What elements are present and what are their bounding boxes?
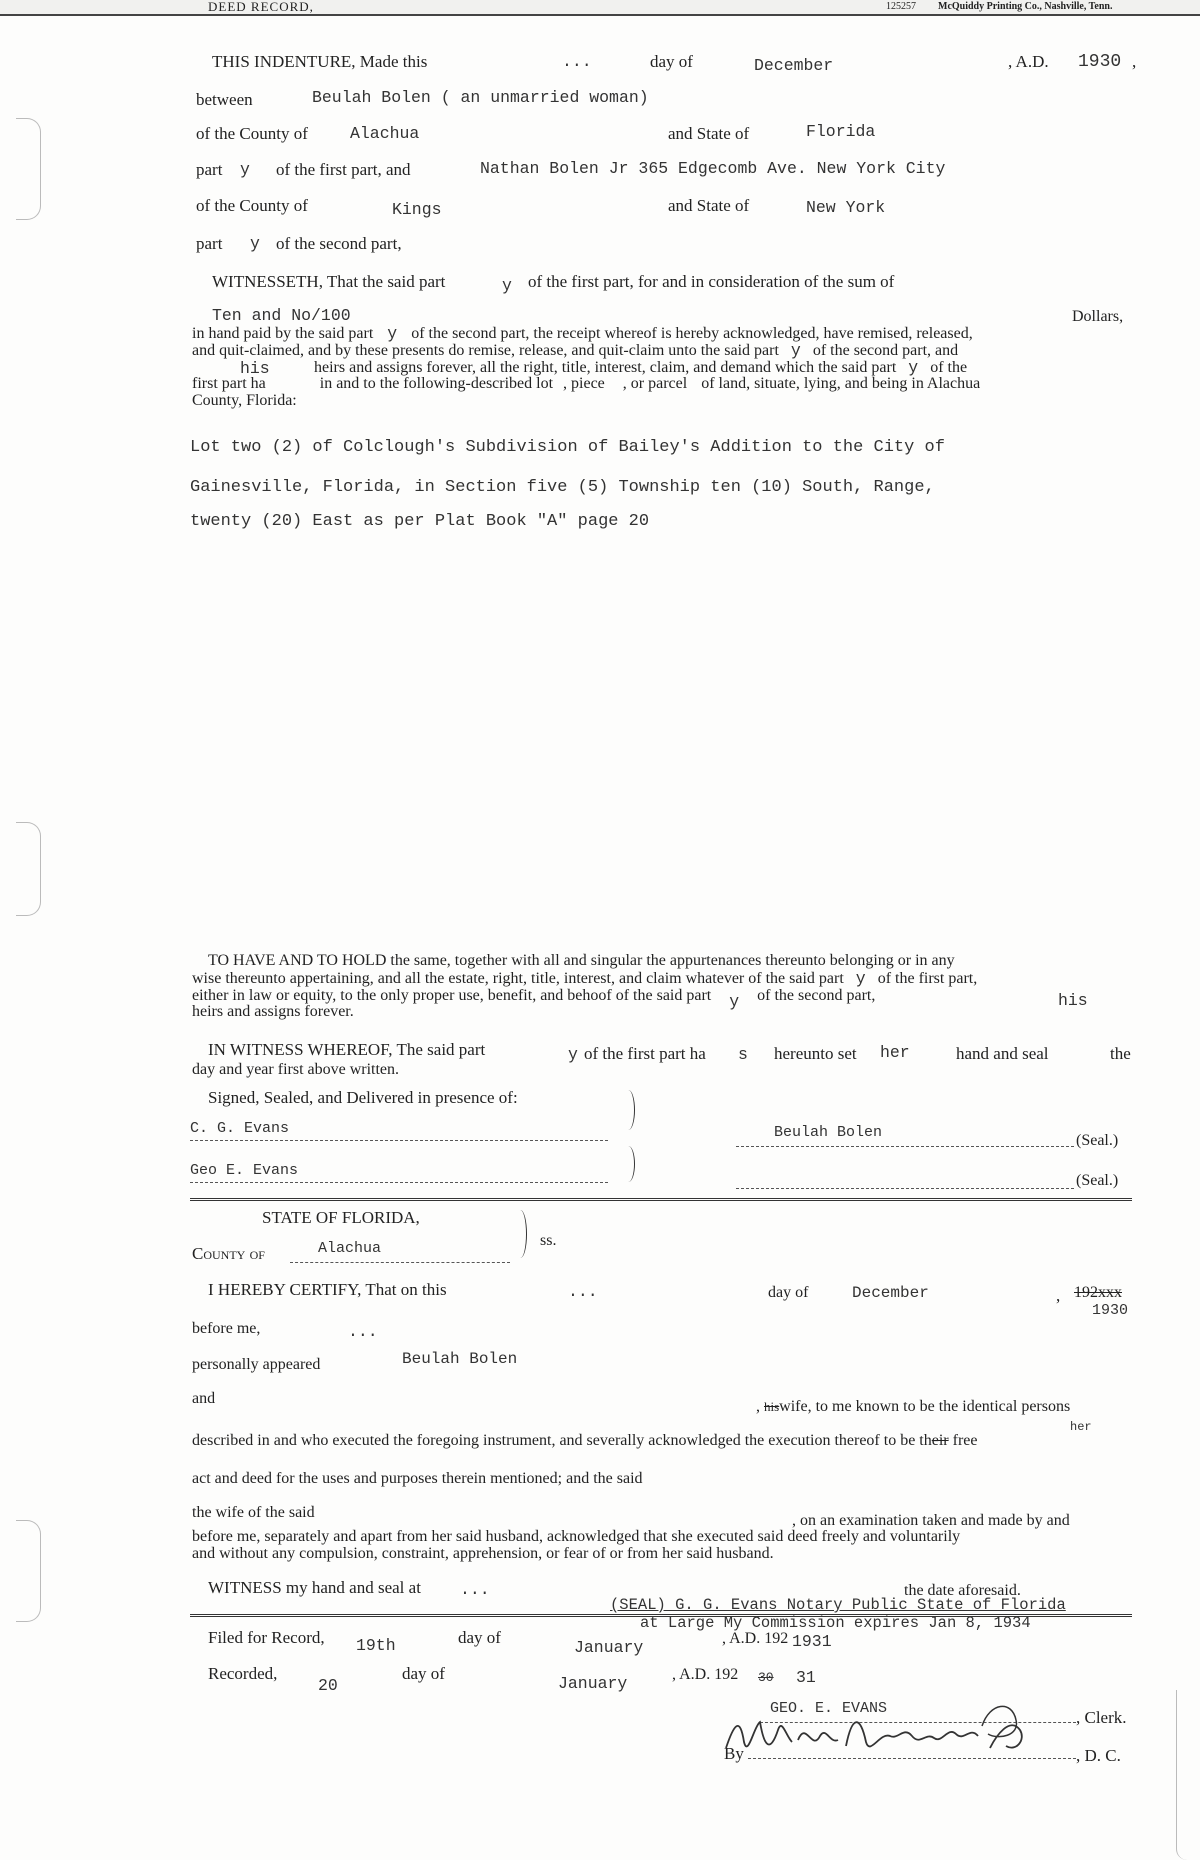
- filed-year: 1931: [792, 1632, 832, 1651]
- ack-state: STATE OF FLORIDA,: [262, 1208, 420, 1227]
- first-part-and: of the first part, and: [276, 160, 411, 179]
- before-me-officer: ...: [348, 1322, 378, 1341]
- granting-line-4-end: of land, situate, lying, and being in Alachua: [701, 375, 981, 392]
- venue-bracket: [514, 1210, 527, 1258]
- witnesseth-start: WITNESSETH, That the said part: [212, 272, 446, 291]
- granting-line-1-end: of the second part, the receipt whereof is hereby acknowledged, have remised, released,: [411, 325, 973, 342]
- habendum-line-2-suffix: y: [855, 969, 866, 988]
- commission-line: at Large My Commission expires Jan 8, 1934: [640, 1614, 1031, 1632]
- recorded-year-struck: 30: [758, 1670, 774, 1685]
- testimonium-the: the: [1110, 1044, 1131, 1063]
- certify-day: ...: [568, 1282, 598, 1301]
- appeared-label: personally appeared: [192, 1356, 321, 1373]
- wife-of-label: the wife of the said: [192, 1504, 315, 1521]
- by-label: By: [724, 1744, 744, 1763]
- granting-line-4-text: first part ha: [192, 375, 266, 392]
- notary-line: (SEAL) G. G. Evans Notary Public State of Florida: [610, 1596, 1066, 1614]
- certify-day-of: day of: [768, 1284, 809, 1301]
- county-label-2: of the County of: [196, 196, 308, 215]
- recorded-day-of: day of: [402, 1664, 445, 1683]
- granting-line-2-end: of the second part, and: [812, 342, 959, 359]
- filed-label: Filed for Record,: [208, 1628, 325, 1647]
- witness-1-name: C. G. Evans: [190, 1120, 290, 1137]
- recorded-month: January: [558, 1674, 628, 1693]
- recorded-label: Recorded,: [208, 1664, 278, 1683]
- habendum-his: his: [1058, 991, 1088, 1010]
- witnesseth-end: of the first part, for and in consideration of the sum of: [528, 272, 895, 291]
- testimonium-suffix: y: [568, 1045, 578, 1064]
- date-aforesaid: the date aforesaid.: [904, 1582, 1021, 1599]
- deputy-clerk-signature: [720, 1696, 1060, 1776]
- second-party: Nathan Bolen Jr 365 Edgecomb Ave. New York City: [480, 159, 946, 178]
- form-number: 125257: [886, 1, 916, 12]
- habendum-line-4: heirs and assigns forever.: [192, 1003, 354, 1020]
- clerk-name: GEO. E. EVANS: [770, 1700, 888, 1717]
- legal-line-1: Lot two (2) of Colclough's Subdivision of Bailey's Addition to the City of: [190, 438, 945, 457]
- deed-record-label: DEED RECORD,: [208, 0, 314, 14]
- clerk-label: , Clerk.: [1076, 1708, 1127, 1727]
- her-insert: her: [1070, 1420, 1092, 1434]
- testimonium-hand: hand and seal: [956, 1044, 1049, 1063]
- granting-line-3-suffix: y: [908, 358, 919, 377]
- granting-line-4-piece: , piece: [563, 375, 605, 392]
- second-part-label: of the second part,: [276, 234, 402, 253]
- indenture-intro: THIS INDENTURE, Made this: [212, 52, 428, 71]
- binder-hole-middle: [16, 822, 41, 916]
- witness-bracket-top: [622, 1090, 635, 1130]
- filed-month: January: [574, 1638, 644, 1657]
- binder-hole-bottom: [16, 1520, 41, 1622]
- free-label: free: [952, 1432, 978, 1449]
- state-label-2: and State of: [668, 196, 750, 215]
- granting-line-4-parcel: , or parcel: [622, 375, 688, 392]
- granting-line-5: County, Florida:: [192, 392, 297, 409]
- second-state: New York: [806, 198, 886, 217]
- habendum-line-2-end: of the first part,: [877, 970, 978, 987]
- filed-day-of: day of: [458, 1628, 501, 1647]
- county-label-1: of the County of: [196, 124, 308, 143]
- granting-line-1-text: in hand paid by the said part: [192, 325, 374, 342]
- granting-line-3-text: heirs and assigns forever, all the right, title, interest, claim, and demand which the said part: [314, 359, 897, 376]
- section-rule-1: [190, 1198, 1132, 1201]
- granting-line-4-mid: in and to the following-described lot: [319, 375, 554, 392]
- day-of-label: day of: [650, 52, 693, 71]
- habendum-line-2-text: wise thereunto appertaining, and all the estate, right, title, interest, and claim whatever of the said part: [192, 970, 844, 987]
- certify-year: 1930: [1092, 1302, 1129, 1319]
- binder-hole-top: [16, 118, 41, 220]
- state-label-1: and State of: [668, 124, 750, 143]
- witness-place: ...: [460, 1580, 490, 1599]
- appeared-name: Beulah Bolen: [402, 1350, 518, 1368]
- page-corner-curl: [1176, 1690, 1187, 1860]
- testimonium-start: IN WITNESS WHEREOF, The said part: [208, 1040, 486, 1059]
- habendum-line-3-suffix: y: [729, 992, 740, 1011]
- witness-hand-seal: WITNESS my hand and seal at: [208, 1578, 421, 1597]
- testimonium-mid: of the first part ha: [584, 1044, 706, 1063]
- certify-year-comma: ,: [1056, 1286, 1061, 1305]
- testimonium-line-2: day and year first above written.: [192, 1061, 400, 1078]
- indenture-year: 1930: [1078, 52, 1122, 72]
- testimonium-her: her: [880, 1043, 910, 1062]
- certify-month: December: [852, 1284, 929, 1302]
- indenture-month: December: [754, 56, 834, 75]
- part-label-2: part: [196, 234, 223, 253]
- testimonium-set: hereunto set: [774, 1044, 857, 1063]
- legal-line-3: twenty (20) East as per Plat Book "A" page 20: [190, 512, 650, 531]
- wife-struck: his: [764, 1399, 780, 1414]
- before-me-label: before me,: [192, 1320, 261, 1337]
- filed-day: 19th: [356, 1636, 396, 1655]
- certify-year-struck: 192xxx: [1074, 1284, 1122, 1301]
- habendum-line-1: TO HAVE AND TO HOLD the same, together with all and singular the appurtenances thereunto belonging or in any: [208, 952, 955, 969]
- printer-imprint: McQuiddy Printing Co., Nashville, Tenn.: [938, 1, 1113, 12]
- exam-line-2: before me, separately and apart from her said husband, acknowledged that she executed said deed freely and voluntarily: [192, 1528, 961, 1545]
- exam-line-3: and without any compulsion, constraint, apprehension, or fear of or from her said husband.: [192, 1545, 774, 1562]
- recorded-year: 31: [796, 1668, 816, 1687]
- between-label: between: [196, 90, 253, 109]
- grantor-signature: Beulah Bolen: [774, 1124, 883, 1141]
- wife-line: , hiswife, to me known to be the identical persons: [756, 1398, 1071, 1415]
- and-label: and: [192, 1390, 216, 1407]
- granting-line-4: [192, 375, 980, 393]
- recorded-day: 20: [318, 1676, 338, 1695]
- part-suffix-1: y: [240, 160, 250, 179]
- second-county: Kings: [392, 200, 442, 219]
- ack-county: Alachua: [318, 1240, 382, 1257]
- first-state: Florida: [806, 122, 876, 141]
- their-struck: eir: [931, 1432, 949, 1449]
- granting-line-2-text: and quit-claimed, and by these presents do remise, release, and quit-claim unto the said part: [192, 342, 779, 359]
- ss-label: ss.: [540, 1232, 557, 1249]
- consideration-sum: Ten and No/100: [212, 306, 351, 325]
- granting-line-2-suffix: y: [790, 341, 801, 360]
- second-signature-line: [736, 1166, 1074, 1189]
- witnesseth-suffix: y: [502, 276, 512, 295]
- witness-2-name: Geo E. Evans: [190, 1162, 299, 1179]
- ack-county-label: County of: [192, 1244, 265, 1263]
- part-suffix-2: y: [250, 234, 260, 253]
- granting-line-3-end: of the: [930, 359, 968, 376]
- granting-his: his: [240, 359, 270, 378]
- habendum-line-3-end: of the second part,: [757, 987, 876, 1004]
- dollars-label: Dollars,: [1072, 308, 1124, 325]
- year-comma: ,: [1132, 52, 1137, 71]
- exam-line-1: , on an examination taken and made by and: [792, 1512, 1070, 1529]
- first-party: Beulah Bolen ( an unmarried woman): [312, 88, 649, 107]
- granting-line-1-suffix: y: [387, 324, 398, 343]
- dc-label: , D. C.: [1076, 1746, 1121, 1765]
- habendum-line-3-text: either in law or equity, to the only proper use, benefit, and behoof of the said part: [192, 987, 712, 1004]
- seal-label-1: (Seal.): [1076, 1132, 1119, 1149]
- wife-text: wife, to me known to be the identical persons: [779, 1398, 1071, 1415]
- part-label-1: part: [196, 160, 223, 179]
- indenture-day: ...: [562, 52, 592, 71]
- legal-line-2: Gainesville, Florida, in Section five (5) Township ten (10) South, Range,: [190, 478, 935, 497]
- signed-in-presence: Signed, Sealed, and Delivered in presence of:: [208, 1088, 518, 1107]
- seal-label-2: (Seal.): [1076, 1172, 1119, 1189]
- described-text: described in and who executed the foregoing instrument, and severally acknowledged the execution thereof to be th: [192, 1432, 932, 1449]
- filed-ad: , A.D. 192: [722, 1630, 789, 1647]
- recorded-ad: , A.D. 192: [672, 1666, 739, 1683]
- certify-text: I HEREBY CERTIFY, That on this: [208, 1280, 447, 1299]
- ad-label: , A.D.: [1008, 52, 1049, 71]
- act-deed-line: act and deed for the uses and purposes therein mentioned; and the said: [192, 1470, 643, 1487]
- described-line: [192, 1432, 977, 1450]
- first-county: Alachua: [350, 124, 420, 143]
- testimonium-has: s: [738, 1045, 748, 1064]
- witness-bracket-bottom: [622, 1146, 635, 1182]
